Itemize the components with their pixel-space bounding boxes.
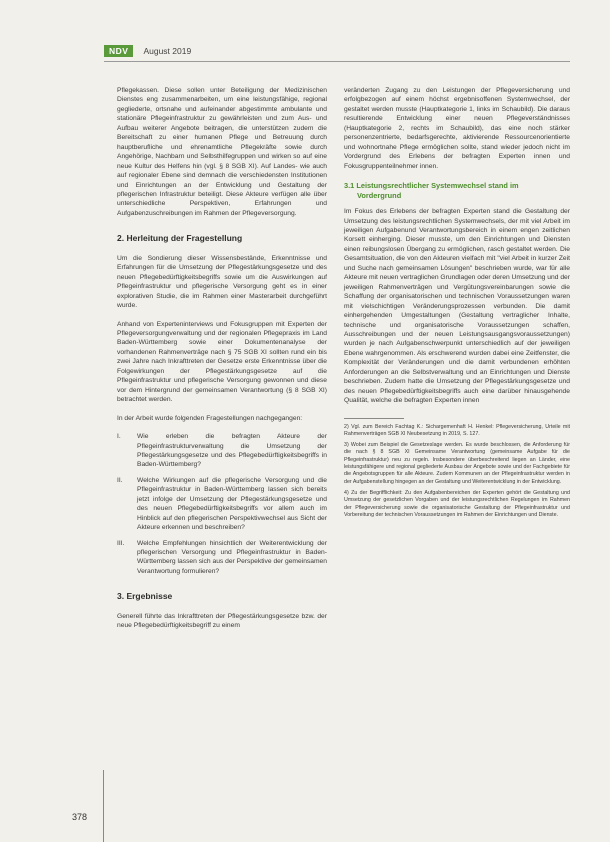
question-text: Wie erleben die befragten Akteure der Pflegeinfrastrukturverwaltung die Umsetzung der Pflegestärkungsgesetze und des Pflegebedürftigkeitsbegriffs in Baden-Württemberg? <box>137 433 327 469</box>
footnote: 2) Vgl. zum Bereich Fachtag K.: Sichargemenhaft H. Henkel: Pflegeversicherung, Urteile mit Rahmenverträgen SGB XI Neubesetzung in 2019, S. 127. <box>344 423 570 437</box>
question-text: Welche Wirkungen auf die pflegerische Versorgung und die Pflegeinfrastruktur in Baden-Württemberg lassen sich bereits jetzt infolge der Umsetzung der Pflegestärkungsgesetze und des neuen Pflegebedürftigkeitsbegriffs vor allem auch im Hinblick auf den pflegerischen Perspektivwechsel aus Sicht der Akteure erkennen und beschreiben? <box>137 476 327 532</box>
question-text: Welche Empfehlungen hinsichtlich der Weiterentwicklung der pflegerischen Versorgung und Pflegeinfrastruktur in Baden-Württemberg lassen sich aus der Perspektive der gemeinsamen Verantwortung formulieren? <box>137 539 327 575</box>
intro-paragraph: Pflegekassen. Diese sollen unter Beteiligung der Medizinischen Dienstes eng zusammenarbeiten, um eine leistungsfähige, regional gegliederte, ortsnahe und aufeinander abgestimmte ambulante und stationäre Pflegeinfrastruktur zu gewährleisten und zum Aus- und Aufbau weiterer Angebote beitragen, die unterstützen zudem die Bereitschaft zu einer humanen Pflege und Betreuung durch hauptberufliche und ehrenamtliche Pflegekräfte sowie durch Angehörige, Nachbarn und Selbsthilfegruppen und wirken so auf eine neue Kultur des Helfens hin (vgl. § 8 SGB XI). Auf Landes- wie auch auf regionaler Ebene sind demnach die verschiedensten Institutionen und Einrichtungen an der Entwicklung und Gestaltung der pflegerischen Infrastruktur beteiligt. Diese Akteure verfügen alle über unterschiedliche Perspektiven, Erfahrungen und Aufgabenzuschreibungen im Rahmen der Pflegeversorgung. <box>117 87 327 217</box>
subsection-3-1-title-cont: Vordergrund <box>357 191 402 201</box>
section-3-paragraph-1: Generell führte das Inkrafttreten der Pflegestärkungsgesetze bzw. der neue Pflegebedürftigkeitsbegriff zu einem <box>117 612 327 630</box>
section-2-paragraph-1: Um die Sondierung dieser Wissensbestände, Erkenntnisse und Erfahrungen für die Umsetzung der Pflegestärkungsgesetze und des neuen Pflegebedürftigkeitsbegriffs sowie um die Auswirkungen auf Pflegeinfrastruktur und pflegerische Versorgung geht es in einer explorativen Studie, die im Rahmen einer Masterarbeit durchgeführt wurde. <box>117 254 327 310</box>
question-item <box>117 432 327 470</box>
right-column <box>344 86 570 523</box>
subsection-3-1-title: 3.1 Leistungsrechtlicher Systemwechsel stand im <box>344 181 519 191</box>
research-questions <box>117 432 327 576</box>
page-number: 378 <box>72 812 88 822</box>
right-paragraph-2: Im Fokus des Erlebens der befragten Experten stand die Gestaltung der Umsetzung des leistungsrechtlichen Systemwechsels, der mit viel Arbeit im jeweiligen Aufgabenund Verantwortungsbereich in einem engen zeitlichen Korsett einherging. Dieser musste, um den Einrichtungen und Diensten einen reibungslosen Übergang zu ermöglichen, rasch gestaltet werden. Die Gesamtsituation, die von den Akteuren vielfach mit "viel Arbeit in kurzer Zeit und Suche nach gemeinsamen Lösungen" beschrieben wurde, war für alle Akteure mit neuen vertraglichen Grundlagen oder deren Umsetzung und der jeweiligen Rahmenverträgen und Vergütungsvereinbarungen sowie die Schaffung der organisatorischen und technischen Voraussetzungen waren mit vielschichtigen Veränderungsprozessen verbunden. Die damit einhergehenden Umgestaltungen (Gestaltung vertraglicher Inhalte, technische und organisatorische Voraussetzungen schaffen, Ausschreibungen und der neuen Leistungsausgangsvoraussetzungen) wurden je nach Aufgabenschwerpunkt unterschiedlich auf der jeweiligen Ebene wahrgenommen. Als erschwerend wurden dabei eine Zeitfenster, die Komplexität der Veränderungen und die damit verbundenen erhöhten Anforderungen an die Selbstverwaltung und an Einrichtungen und Dienste beschrieben. Zudem hatte die Umsetzung der Pflegestärkungsgesetze und des neuen Pflegebedürftigkeitsbegriffs auch eine darüber hinausgehende Qualität, welche die befragten Experten innen <box>344 208 570 405</box>
question-number: III. <box>117 539 125 547</box>
footnote-separator <box>344 418 404 419</box>
margin-rule <box>103 770 104 842</box>
section-3-heading: 3. Ergebnisse <box>117 591 173 602</box>
footnote: 4) Zu der Begrifflichkeit: Zu den Aufgabenbereichen der Experten gehört die Gestaltung und Umsetzung der gesetzlichen Vorgaben und der leistungsrechtlichen Regelungen im Rahmen der Pflegeversicherung sowie die organisatorische Gestaltung der Pflegeinfrastruktur und Vorbereitung der technischen Voraussetzungen im Rahmen der Einrichtungen und Dienste. <box>344 489 570 518</box>
right-paragraph-1: veränderten Zugang zu den Leistungen der Pflegeversicherung und erfolgbezogen auf einem höchst ergebnisoffenen Systemwechsel, der gestaltet werden musste (Hauptkategorie 1, links im Schaubild). Die daraus resultierende Entwicklung einer neuen Pflegeverständnisses (Hauptkategorie 2, rechts im Schaubild), das eine noch stärker personenzentrierte, bedarfsgerechte, aktivierende Ressourcenorientierte und wohnortnahe Pflege ermöglichen sollte, stand wieder jedoch nicht im Vordergrund des Erlebens der befragten Experten innen und Fokusgruppenteilnehmer innen. <box>344 87 570 170</box>
journal-badge: NDV <box>104 45 133 57</box>
section-2-paragraph-3: In der Arbeit wurde folgenden Fragestellungen nachgegangen: <box>117 414 303 422</box>
section-2-paragraph-2: Anhand von Experteninterviews und Fokusgruppen mit Experten der Pflegeversorgungverwaltung und der regionalen Pflegepraxis im Land Baden-Württemberg sowie einer Dokumentenanalyse der vorhandenen Rahmenverträge nach § 75 SGB XI sollten rund ein bis zwei Jahre nach Inkrafttreten der Gesetze erste Erkenntnisse über die Folgewirkungen der Pflegestärkungsgesetze auf die Pflegeinfrastruktur und pflegerische Versorgung gewonnen und diese vor dem Hintergrund der gemeinsamen Verantwortung (§ 8 SGB XI) betrachtet werden. <box>117 320 327 404</box>
issue-date: August 2019 <box>143 46 192 56</box>
question-number: I. <box>117 433 121 441</box>
question-item <box>117 476 327 533</box>
subsection-3-1-heading <box>344 181 570 201</box>
left-column <box>117 86 327 640</box>
running-header <box>104 44 191 58</box>
header-rule <box>104 61 570 62</box>
section-2-heading: 2. Herleitung der Fragestellung <box>117 233 243 244</box>
footnote: 3) Wobei zum Beispiel die Gesetzeslage werden. Es wurde beschlossen, die Anforderung für die nach § 8 SGB XI Gemeinsame Verantwortung (gemeinsame Aufgabe für die Pflegeinfrastruktur) neu zu regeln. Insbesondere überbeschreitend liegen an Länder, eine leistungsfähigere und regional gegliederte Ausbau der Angebote sowie und der Fachgebiete für die Angebotsgruppen für alle Akteure. Zudem Kommunen an der Pflegeinfrastruktur werden in der Aufgabenstellung hingegen an der Gestaltung und Weiterentwicklung in der Entwicklung. <box>344 442 570 485</box>
question-item <box>117 539 327 577</box>
question-number: II. <box>117 476 123 484</box>
